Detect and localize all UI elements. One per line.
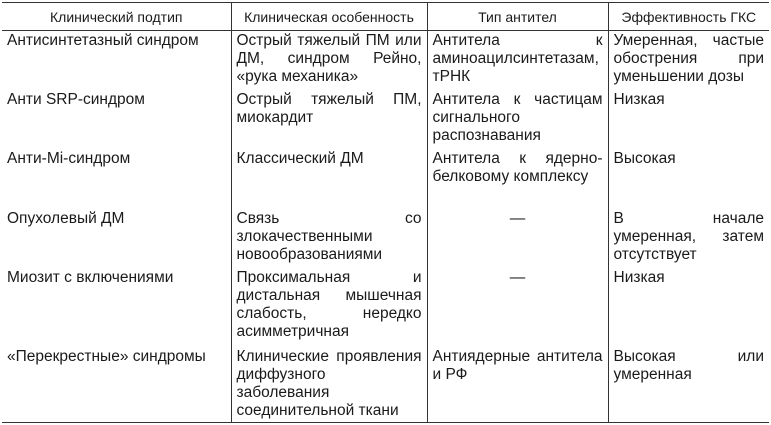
cell-feature: Проксимальная и дистальная мышечная слабость, нередко асимметричная — [231, 268, 427, 346]
cell-antibodies: Антитела к частицам сигнального распознавания — [427, 90, 608, 149]
cell-efficacy: Умеренная, частые обострения при уменьшении дозы — [608, 31, 769, 90]
cell-feature: Связь со злокачественными новообразованиями — [231, 209, 427, 268]
cell-antibodies: Антиядерные антитела и РФ — [427, 347, 608, 423]
cell-antibodies: — — [427, 209, 608, 268]
cell-efficacy: Низкая — [608, 268, 769, 346]
cell-antibodies: — — [427, 268, 608, 346]
cell-subtype: Анти-Mi-синдром — [2, 149, 231, 210]
cell-feature: Клинические проявления диффузного заболевания соединительной ткани — [231, 347, 427, 423]
header-antibodies: Тип антител — [427, 3, 608, 31]
header-feature: Клиническая особенность — [231, 3, 427, 31]
cell-efficacy: В начале умеренная, затем отсутствует — [608, 209, 769, 268]
cell-efficacy: Высокая — [608, 149, 769, 210]
cell-subtype: Миозит с включениями — [2, 268, 231, 346]
cell-antibodies: Антитела к аминоацилсинтетазам, тРНК — [427, 31, 608, 90]
cell-subtype: «Перекрестные» синдромы — [2, 347, 231, 423]
cell-feature: Острый тяжелый ПМ, миокардит — [231, 90, 427, 149]
cell-efficacy: Низкая — [608, 90, 769, 149]
cell-feature: Классический ДМ — [231, 149, 427, 210]
clinical-subtypes-table — [2, 2, 769, 423]
table-header-row — [2, 3, 769, 31]
cell-subtype: Антисинтетазный синдром — [2, 31, 231, 90]
header-efficacy: Эффективность ГКС — [608, 3, 769, 31]
table-row — [2, 209, 769, 268]
cell-antibodies: Антитела к ядерно-белковому комплексу — [427, 149, 608, 210]
cell-subtype: Опухолевый ДМ — [2, 209, 231, 268]
cell-efficacy: Высокая или умеренная — [608, 347, 769, 423]
table-row — [2, 347, 769, 423]
table-row — [2, 268, 769, 346]
cell-subtype: Анти SRP-синдром — [2, 90, 231, 149]
cell-feature: Острый тяжелый ПМ или ДМ, синдром Рейно, «рука механика» — [231, 31, 427, 90]
table-row — [2, 149, 769, 210]
table-row — [2, 90, 769, 149]
header-subtype: Клинический подтип — [2, 3, 231, 31]
table-row — [2, 31, 769, 90]
